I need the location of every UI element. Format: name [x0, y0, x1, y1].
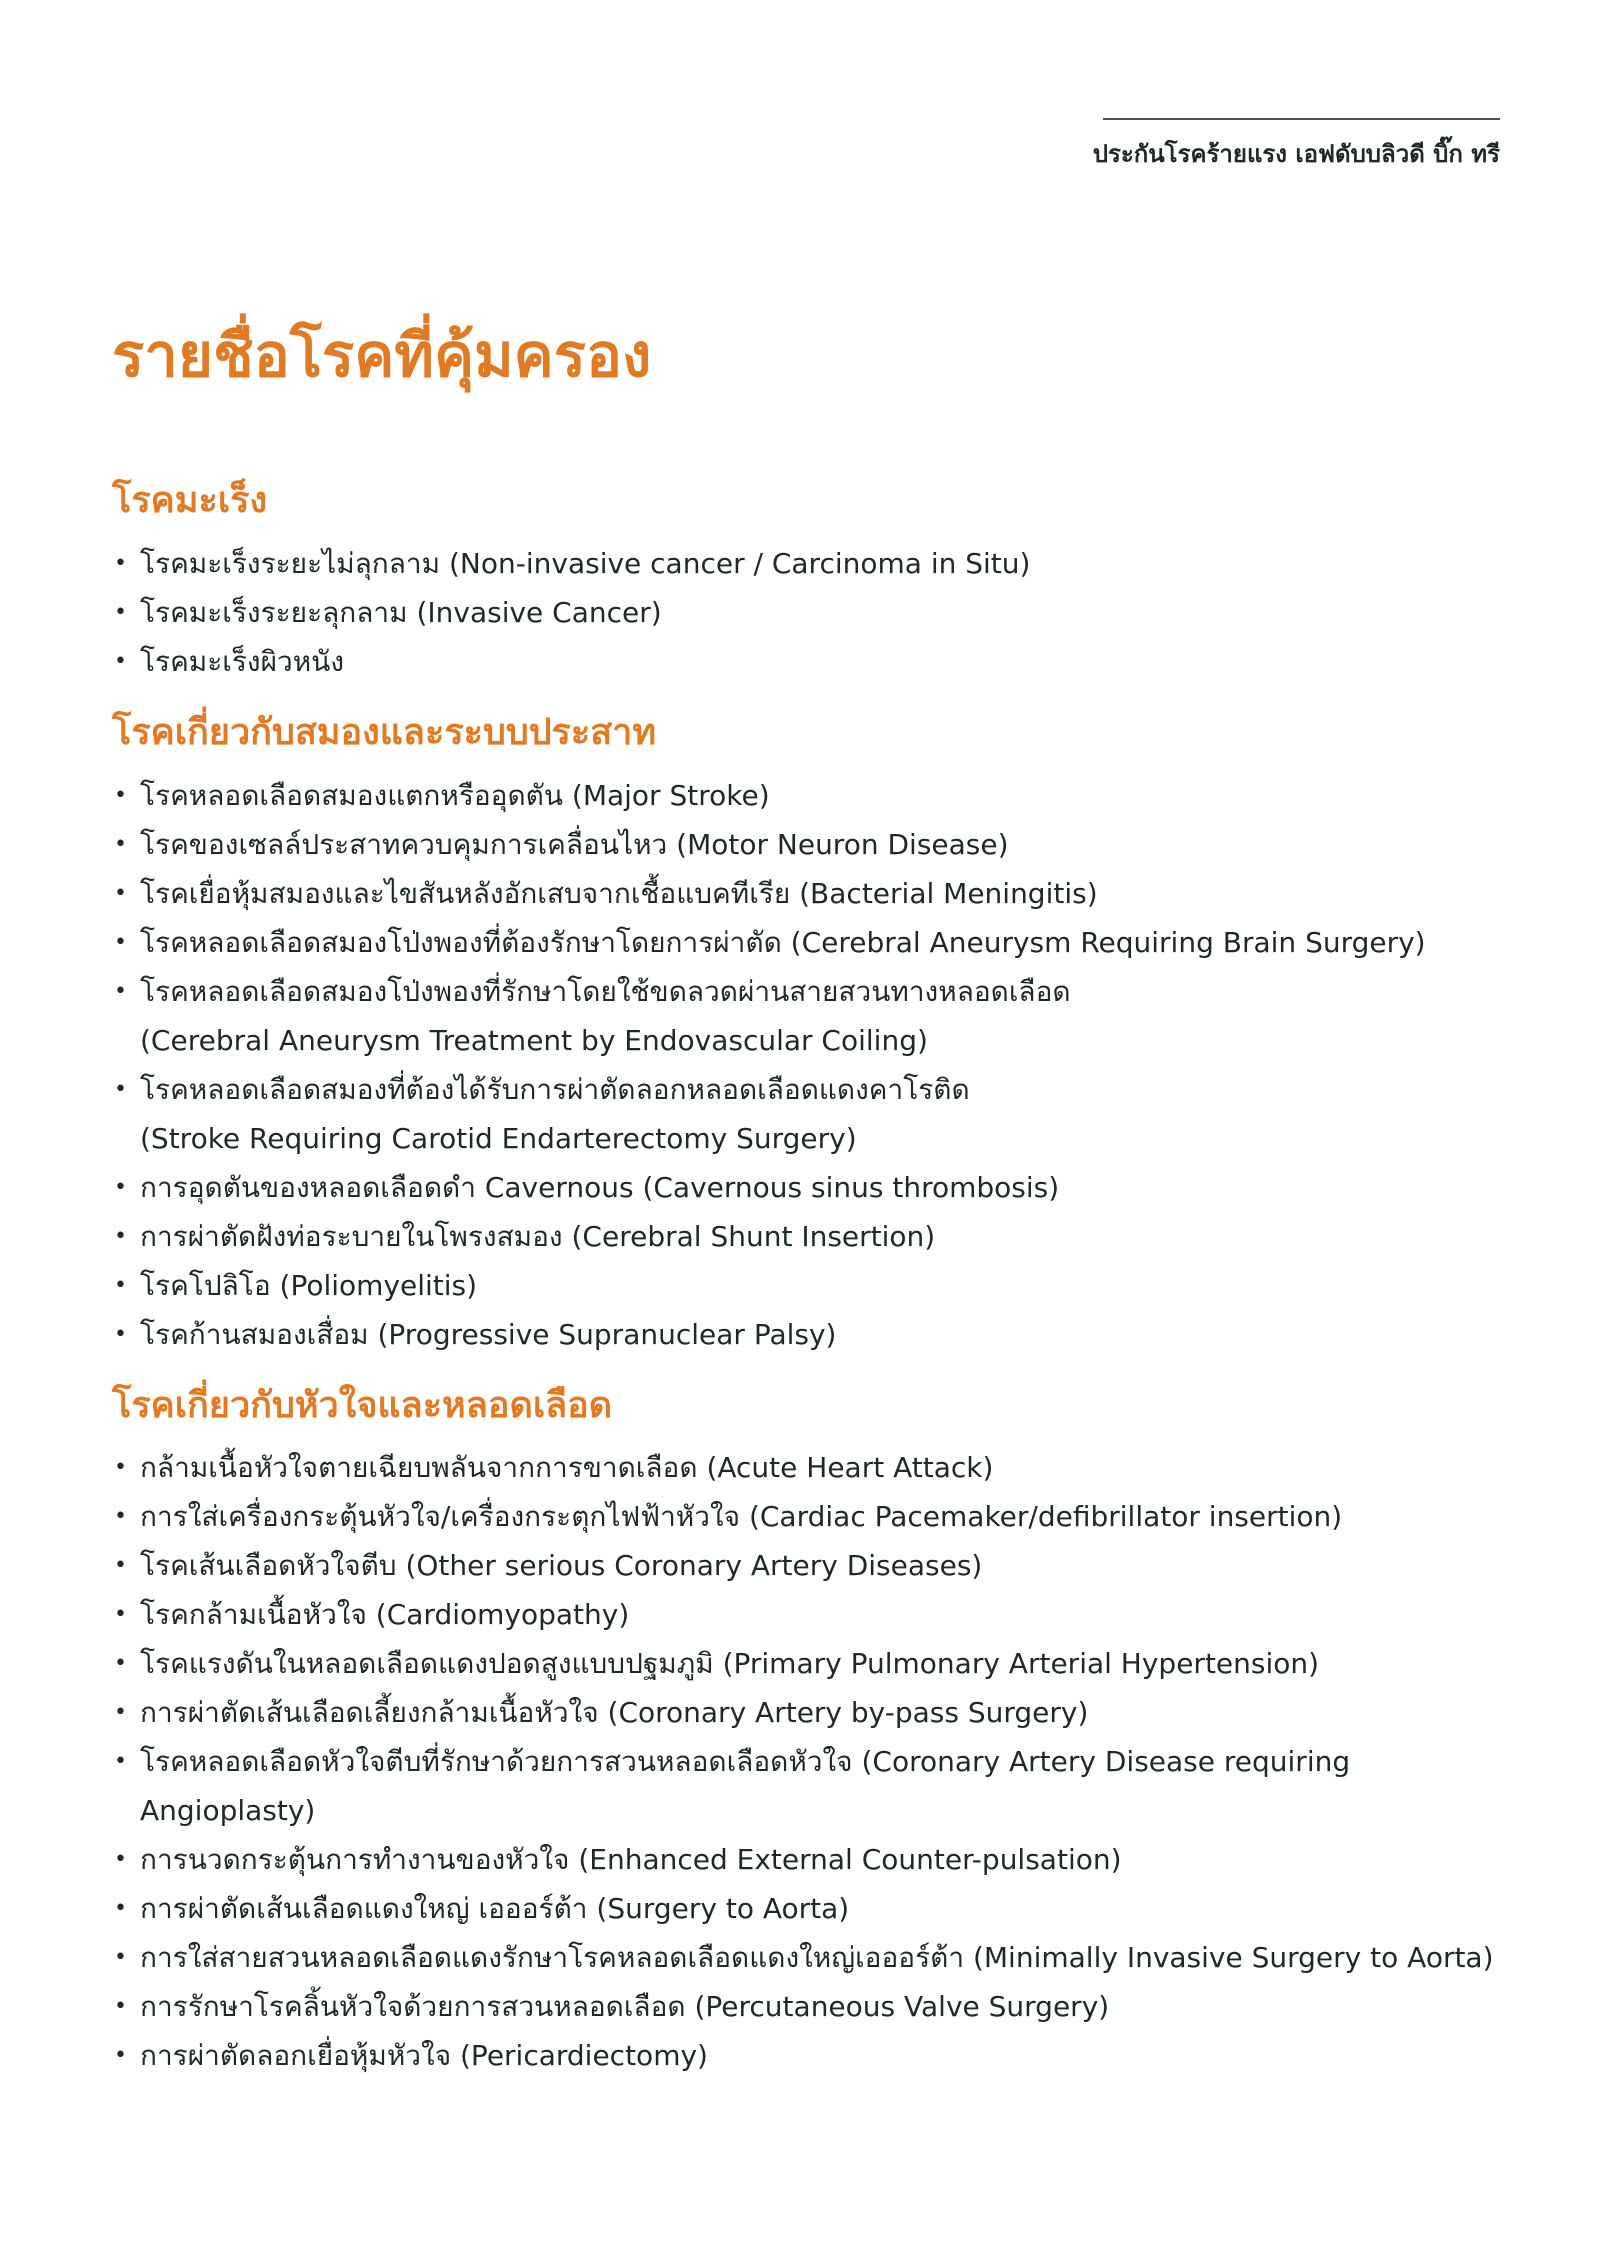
item-text: โรคเยื่อหุ้มสมองและไขสันหลังอักเสบจากเชื้อแบคทีเรีย (Bacterial Meningitis) [140, 876, 1098, 910]
item-text: การใส่เครื่องกระตุ้นหัวใจ/เครื่องกระตุกไฟฟ้าหัวใจ (Cardiac Pacemaker/defibrillator insertion) [140, 1500, 1343, 1534]
item-text: โรคหลอดเลือดสมองที่ต้องได้รับการผ่าตัดลอกหลอดเลือดแดงคาโรติด [140, 1072, 970, 1106]
disease-list [112, 1443, 1532, 2080]
list-item [112, 1982, 1532, 2031]
list-item [112, 1933, 1532, 1982]
item-text: โรคมะเร็งระยะไม่ลุกลาม (Non-invasive cancer / Carcinoma in Situ) [140, 546, 1031, 580]
item-text: โรคหลอดเลือดสมองโป่งพองที่ต้องรักษาโดยการผ่าตัด (Cerebral Aneurysm Requiring Brain Surgery) [140, 925, 1426, 959]
item-text: การผ่าตัดลอกเยื่อหุ้มหัวใจ (Pericardiectomy) [140, 2039, 708, 2073]
section-brain-nervous [112, 710, 1532, 1359]
list-item [112, 967, 1532, 1065]
section-cancer [112, 478, 1532, 686]
list-item [112, 588, 1532, 637]
list-item [112, 1065, 1532, 1163]
item-text: โรคโปลิโอ (Poliomyelitis) [140, 1268, 478, 1302]
item-text-english: (Cerebral Aneurysm Treatment by Endovascular Coiling) [140, 1023, 928, 1057]
list-item [112, 1835, 1532, 1884]
item-text: กล้ามเนื้อหัวใจตายเฉียบพลันจากการขาดเลือด (Acute Heart Attack) [140, 1451, 994, 1485]
list-item [112, 1310, 1532, 1359]
list-item [112, 539, 1532, 588]
disease-list [112, 539, 1532, 686]
list-item [112, 1443, 1532, 1492]
list-item [112, 1212, 1532, 1261]
item-text: การใส่สายสวนหลอดเลือดแดงรักษาโรคหลอดเลือดแดงใหญ่เอออร์ต้า (Minimally Invasive Surgery to Aorta) [140, 1941, 1494, 1975]
list-item [112, 820, 1532, 869]
list-item [112, 637, 1532, 686]
list-item [112, 869, 1532, 918]
item-text: โรคเส้นเลือดหัวใจตีบ (Other serious Coronary Artery Diseases) [140, 1549, 983, 1583]
item-text: โรคแรงดันในหลอดเลือดแดงปอดสูงแบบปฐมภูมิ (Primary Pulmonary Arterial Hypertension) [140, 1647, 1320, 1681]
item-text: การผ่าตัดเส้นเลือดแดงใหญ่ เอออร์ต้า (Surgery to Aorta) [140, 1892, 850, 1926]
product-name: ประกันโรคร้ายแรง เอฟดับบลิวดี บิ๊ก ทรี [1092, 140, 1500, 168]
item-text: โรคมะเร็งผิวหนัง [140, 644, 344, 678]
item-text: การอุดตันของหลอดเลือดดำ Cavernous (Cavernous sinus thrombosis) [140, 1170, 1060, 1204]
page-title: รายชื่อโรคที่คุ้มครอง [112, 321, 652, 391]
covered-diseases-list [112, 478, 1532, 2104]
section-title: โรคมะเร็ง [112, 480, 268, 521]
item-text: โรคมะเร็งระยะลุกลาม (Invasive Cancer) [140, 595, 662, 629]
item-text: โรคหลอดเลือดสมองโป่งพองที่รักษาโดยใช้ขดลวดผ่านสายสวนทางหลอดเลือด [140, 974, 1071, 1008]
item-text: การนวดกระตุ้นการทำงานของหัวใจ (Enhanced External Counter-pulsation) [140, 1843, 1122, 1877]
list-item [112, 1590, 1532, 1639]
item-text-english: Angioplasty) [140, 1794, 316, 1828]
list-item [112, 1884, 1532, 1933]
list-item [112, 1261, 1532, 1310]
item-text: การรักษาโรคลิ้นหัวใจด้วยการสวนหลอดเลือด (Percutaneous Valve Surgery) [140, 1990, 1110, 2024]
item-text: โรคหลอดเลือดหัวใจตีบที่รักษาด้วยการสวนหลอดเลือดหัวใจ (Coronary Artery Disease requiring [140, 1745, 1351, 1779]
list-item [112, 1541, 1532, 1590]
list-item [112, 1688, 1532, 1737]
item-text-english: (Stroke Requiring Carotid Endarterectomy Surgery) [140, 1121, 857, 1155]
list-item [112, 1737, 1532, 1835]
list-item [112, 771, 1532, 820]
disease-list [112, 771, 1532, 1359]
list-item [112, 1163, 1532, 1212]
header-divider [1103, 118, 1500, 120]
item-text: การผ่าตัดฝังท่อระบายในโพรงสมอง (Cerebral Shunt Insertion) [140, 1219, 936, 1253]
item-text: โรคกล้ามเนื้อหัวใจ (Cardiomyopathy) [140, 1598, 630, 1632]
list-item [112, 2031, 1532, 2080]
item-text: การผ่าตัดเส้นเลือดเลี้ยงกล้ามเนื้อหัวใจ (Coronary Artery by-pass Surgery) [140, 1696, 1089, 1730]
section-heart-vascular [112, 1383, 1532, 2081]
section-title: โรคเกี่ยวกับหัวใจและหลอดเลือด [112, 1384, 613, 1426]
item-text: โรคก้านสมองเสื่อม (Progressive Supranuclear Palsy) [140, 1317, 837, 1351]
item-text: โรคหลอดเลือดสมองแตกหรืออุดตัน (Major Stroke) [140, 778, 770, 812]
section-title: โรคเกี่ยวกับสมองและระบบประสาท [112, 711, 657, 753]
item-text: โรคของเซลล์ประสาทควบคุมการเคลื่อนไหว (Motor Neuron Disease) [140, 827, 1009, 861]
list-item [112, 1639, 1532, 1688]
list-item [112, 918, 1532, 967]
list-item [112, 1492, 1532, 1541]
